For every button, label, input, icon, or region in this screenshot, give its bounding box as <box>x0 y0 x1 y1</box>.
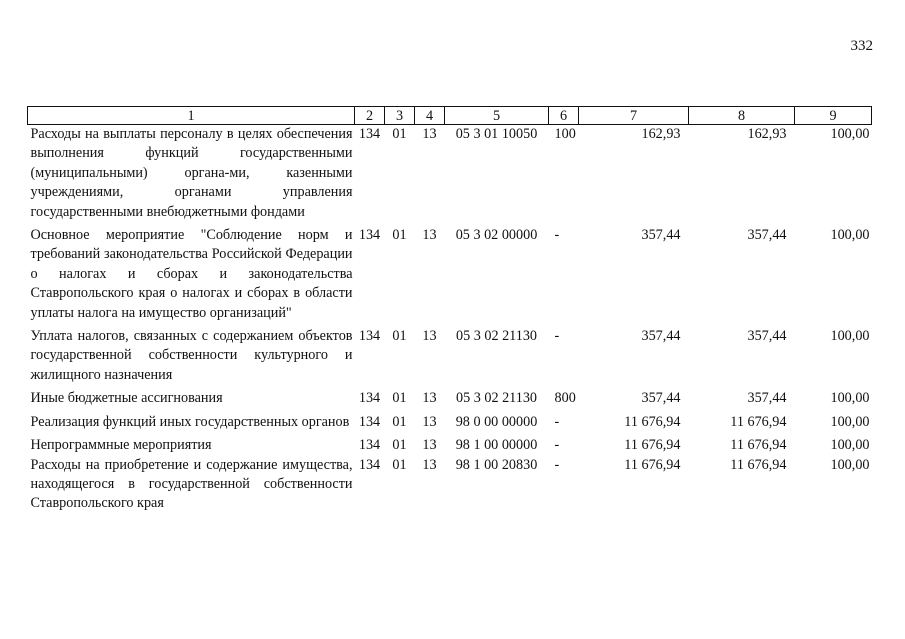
row-code-3: 01 <box>392 390 407 407</box>
row-code-3: 01 <box>392 328 407 345</box>
row-name: Расходы на приобретение и содержание имущества, находящегося в государственной собственности Ставропольского края <box>30 456 353 512</box>
row-code-6: 800 <box>554 390 576 407</box>
row-value-7: 11 676,94 <box>624 456 681 473</box>
row-code-6: - <box>554 328 560 345</box>
row-value-7: 357,44 <box>641 227 681 244</box>
header-col-5: 5 <box>445 107 549 125</box>
row-code-3: 01 <box>392 413 407 430</box>
row-code-6: - <box>554 456 560 473</box>
row-value-9: 100,00 <box>830 437 870 454</box>
row-value-8: 162,93 <box>747 126 787 142</box>
row-code-2: 134 <box>358 456 381 473</box>
row-code-4: 13 <box>422 227 437 244</box>
row-value-7: 11 676,94 <box>624 413 681 430</box>
row-code-2: 134 <box>358 413 381 430</box>
row-code-5: 98 1 00 00000 <box>455 437 538 454</box>
row-code-4: 13 <box>422 126 437 142</box>
table-row <box>28 389 872 412</box>
row-value-9: 100,00 <box>830 456 870 473</box>
row-code-4: 13 <box>422 437 437 454</box>
header-col-7: 7 <box>579 107 689 125</box>
row-code-4: 13 <box>422 456 437 473</box>
row-code-2: 134 <box>358 126 381 142</box>
header-col-8: 8 <box>689 107 795 125</box>
row-code-5: 98 0 00 00000 <box>455 413 538 430</box>
table-row <box>28 413 872 436</box>
row-value-8: 357,44 <box>747 390 787 407</box>
row-code-3: 01 <box>392 456 407 473</box>
row-value-9: 100,00 <box>830 227 870 244</box>
row-value-9: 100,00 <box>830 413 870 430</box>
row-name: Основное мероприятие "Соблюдение норм и требований законодательства Российской Федерации о налогах и сборах и законодательства Ставропольского края о налогах и сборах в области уплаты налога на имущество организаций" <box>30 227 353 321</box>
row-code-3: 01 <box>392 227 407 244</box>
table-row <box>28 327 872 389</box>
row-name: Уплата налогов, связанных с содержанием объектов государственной собственности культурного и жилищного назначения <box>30 328 353 383</box>
row-code-4: 13 <box>422 328 437 345</box>
row-code-2: 134 <box>358 390 381 407</box>
row-code-6: 100 <box>554 126 576 142</box>
row-code-5: 98 1 00 20830 <box>455 456 538 473</box>
row-code-6: - <box>554 227 560 244</box>
row-name: Иные бюджетные ассигнования <box>30 390 223 407</box>
page-number: 332 <box>850 38 873 54</box>
header-col-9: 9 <box>795 107 872 125</box>
row-value-7: 11 676,94 <box>624 437 681 454</box>
table-row <box>28 436 872 455</box>
row-code-5: 05 3 02 21130 <box>455 390 538 407</box>
row-value-7: 357,44 <box>641 390 681 407</box>
row-code-4: 13 <box>422 413 437 430</box>
row-value-8: 11 676,94 <box>730 413 787 430</box>
row-code-5: 05 3 02 00000 <box>455 227 538 244</box>
header-col-1: 1 <box>28 107 355 125</box>
row-name: Непрограммные мероприятия <box>30 437 212 454</box>
header-col-2: 2 <box>355 107 385 125</box>
row-value-8: 357,44 <box>747 227 787 244</box>
table-row <box>28 125 872 227</box>
row-value-8: 11 676,94 <box>730 456 787 473</box>
row-code-6: - <box>554 437 560 454</box>
row-code-4: 13 <box>422 390 437 407</box>
row-code-3: 01 <box>392 437 407 454</box>
budget-table <box>27 106 872 514</box>
row-code-3: 01 <box>392 126 407 142</box>
row-value-7: 162,93 <box>641 126 681 142</box>
row-name: Расходы на выплаты персоналу в целях обеспечения выполнения функций государственными (муниципальными) органа-ми, казенными учреждениями, органами управления государственными внебюджетными фондами <box>30 126 353 220</box>
row-code-5: 05 3 02 21130 <box>455 328 538 345</box>
row-code-2: 134 <box>358 227 381 244</box>
row-value-8: 11 676,94 <box>730 437 787 454</box>
row-value-8: 357,44 <box>747 328 787 345</box>
row-code-6: - <box>554 413 560 430</box>
row-value-9: 100,00 <box>830 328 870 345</box>
header-col-4: 4 <box>415 107 445 125</box>
row-code-2: 134 <box>358 437 381 454</box>
row-name: Реализация функций иных государственных органов <box>30 413 350 430</box>
row-code-5: 05 3 01 10050 <box>455 126 538 142</box>
table-row <box>28 226 872 327</box>
header-col-6: 6 <box>549 107 579 125</box>
header-col-3: 3 <box>385 107 415 125</box>
row-code-2: 134 <box>358 328 381 345</box>
row-value-9: 100,00 <box>830 390 870 407</box>
table-header-row <box>28 107 872 125</box>
table-row <box>28 456 872 514</box>
row-value-7: 357,44 <box>641 328 681 345</box>
row-value-9: 100,00 <box>830 126 870 142</box>
